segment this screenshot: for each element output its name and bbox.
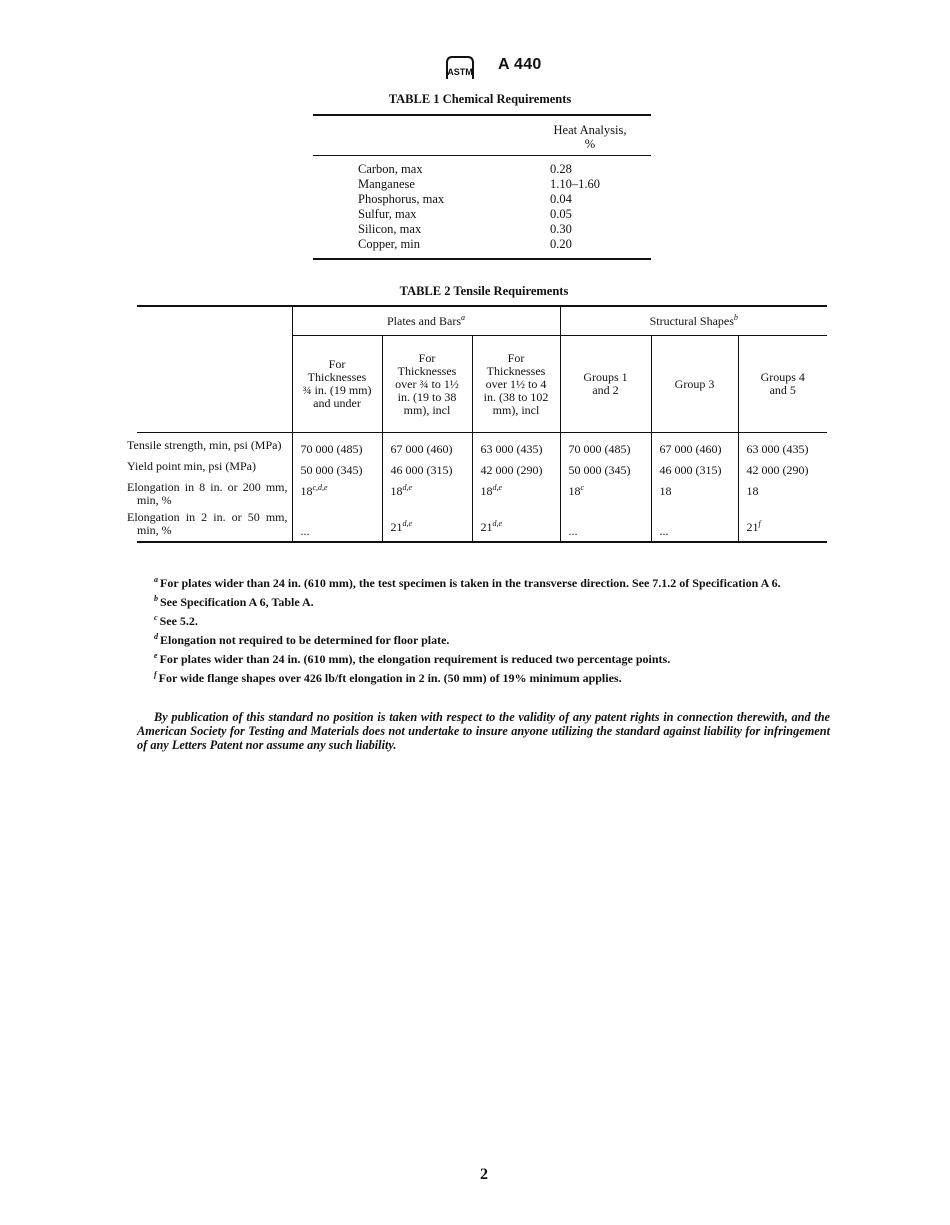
table1-rows — [313, 162, 651, 252]
value-cell: 67 000 (460) — [382, 433, 472, 457]
footnote-ref: b — [733, 313, 738, 322]
value-cell: 70 000 (485) — [560, 433, 651, 457]
table1-row — [313, 177, 651, 192]
logo-text: ASTM — [447, 67, 473, 77]
table1-row — [313, 222, 651, 237]
footnote: $^f$ For wide flange shapes over 426 lb/ft elongation in 2 in. (50 mm) of 19% minimum applies. — [154, 670, 622, 685]
subheader-cell: Groups 4 and 5 — [738, 336, 827, 433]
table1-row — [313, 162, 651, 177]
element-name: Manganese — [358, 177, 415, 191]
table1-mid-rule — [313, 155, 651, 156]
value-cell: 46 000 (315) — [382, 456, 472, 477]
value-cell: 70 000 (485) — [292, 433, 382, 457]
element-name: Sulfur, max — [358, 207, 417, 221]
astm-logo-icon — [444, 55, 476, 81]
subheader-cell: Group 3 — [651, 336, 738, 433]
footnote-ref: a — [461, 313, 465, 322]
value-cell: 18$^c$ — [560, 477, 651, 507]
table1-top-rule — [313, 114, 651, 116]
value-cell: 18 — [651, 477, 738, 507]
element-name: Copper, min — [358, 237, 420, 251]
table2-tensile-requirements — [127, 305, 827, 543]
element-name: Carbon, max — [358, 162, 423, 176]
table1-chemical-requirements — [313, 114, 651, 260]
table1-column-header — [535, 123, 645, 151]
group-structural-shapes: Structural Shapes$^b$ — [560, 307, 827, 336]
table2-title: TABLE 2 Tensile Requirements — [399, 284, 569, 298]
value-cell: ... — [560, 507, 651, 542]
element-name: Silicon, max — [358, 222, 422, 236]
group-plates-and-bars: Plates and Bars$^a$ — [292, 307, 560, 336]
value-cell: 21$^{d,e}$ — [472, 507, 560, 542]
subheader-cell: For Thicknesses over ¾ to 1½ in. (19 to 38 mm), incl — [382, 336, 472, 433]
patent-disclaimer: By publication of this standard no position is taken with respect to the validity of any patent rights in connection therewith, and the American Society for Testing and Materials does not undertake to insure anyone utilizing the standard against liability for infringement of any Letters Patent nor assume any such liability. — [137, 710, 830, 752]
subheader-cell: Groups 1 and 2 — [560, 336, 651, 433]
table2-row — [137, 477, 827, 507]
value-cell: 42 000 (290) — [472, 456, 560, 477]
property-label: Elongation in 8 in. or 200 mm, min, % — [127, 480, 288, 507]
value-cell: 21$^f$ — [738, 507, 827, 542]
value-cell: 63 000 (435) — [472, 433, 560, 457]
value-cell: ... — [292, 507, 382, 542]
value-cell: 18 — [738, 477, 827, 507]
value-cell: 50 000 (345) — [560, 456, 651, 477]
table1-col-header-line1: Heat Analysis, — [553, 123, 627, 137]
value-cell: 42 000 (290) — [738, 456, 827, 477]
page-header — [0, 52, 950, 82]
element-name: Phosphorus, max — [358, 192, 445, 206]
footnote: $^c$ See 5.2. — [154, 613, 198, 628]
table1-col-header-line2: % — [584, 137, 596, 151]
property-label: Yield point min, psi (MPa) — [127, 459, 256, 473]
subheader-cell: For Thicknesses over 1½ to 4 in. (38 to 102 mm), incl — [472, 336, 560, 433]
table1-row — [313, 207, 651, 222]
table2-row — [137, 433, 827, 457]
value-cell: 18$^{d,e}$ — [472, 477, 560, 507]
table2-footnotes — [137, 572, 837, 686]
table1-row — [313, 237, 651, 252]
value-cell: ... — [651, 507, 738, 542]
table2-row — [137, 507, 827, 542]
value-cell: 67 000 (460) — [651, 433, 738, 457]
footnote: $^e$ For plates wider than 24 in. (610 mm), the elongation requirement is reduced two percentage points. — [154, 651, 671, 666]
element-value: 0.04 — [550, 192, 572, 206]
table2-group-header-row — [137, 307, 827, 336]
footnote: $^b$ See Specification A 6, Table A. — [154, 594, 314, 609]
standard-designation: A 440 — [498, 56, 542, 73]
element-value: 0.05 — [550, 207, 572, 221]
value-cell: 18$^{d,e}$ — [382, 477, 472, 507]
subheader-cell: For Thicknesses ¾ in. (19 mm) and under — [292, 336, 382, 433]
property-label: Tensile strength, min, psi (MPa) — [127, 438, 282, 452]
element-value: 0.20 — [550, 237, 572, 251]
table1-title: TABLE 1 Chemical Requirements — [388, 92, 572, 106]
table2-row — [137, 456, 827, 477]
element-value: 1.10–1.60 — [550, 177, 600, 191]
value-cell: 18$^{c,d,e}$ — [292, 477, 382, 507]
value-cell: 21$^{d,e}$ — [382, 507, 472, 542]
table1-row — [313, 192, 651, 207]
footnote: $^d$ Elongation not required to be determined for floor plate. — [154, 632, 450, 647]
page-number: 2 — [480, 1166, 488, 1183]
value-cell: 46 000 (315) — [651, 456, 738, 477]
value-cell: 50 000 (345) — [292, 456, 382, 477]
property-label: Elongation in 2 in. or 50 mm, min, % — [127, 510, 288, 537]
element-value: 0.28 — [550, 162, 572, 176]
value-cell: 63 000 (435) — [738, 433, 827, 457]
element-value: 0.30 — [550, 222, 572, 236]
table2-bottom-rule — [137, 542, 827, 543]
table2-subheader-row — [137, 336, 827, 433]
table1-bottom-rule — [313, 258, 651, 260]
footnote: $^a$ For plates wider than 24 in. (610 mm), the test specimen is taken in the transverse direction. See 7.1.2 of Specification A 6. — [154, 575, 781, 590]
